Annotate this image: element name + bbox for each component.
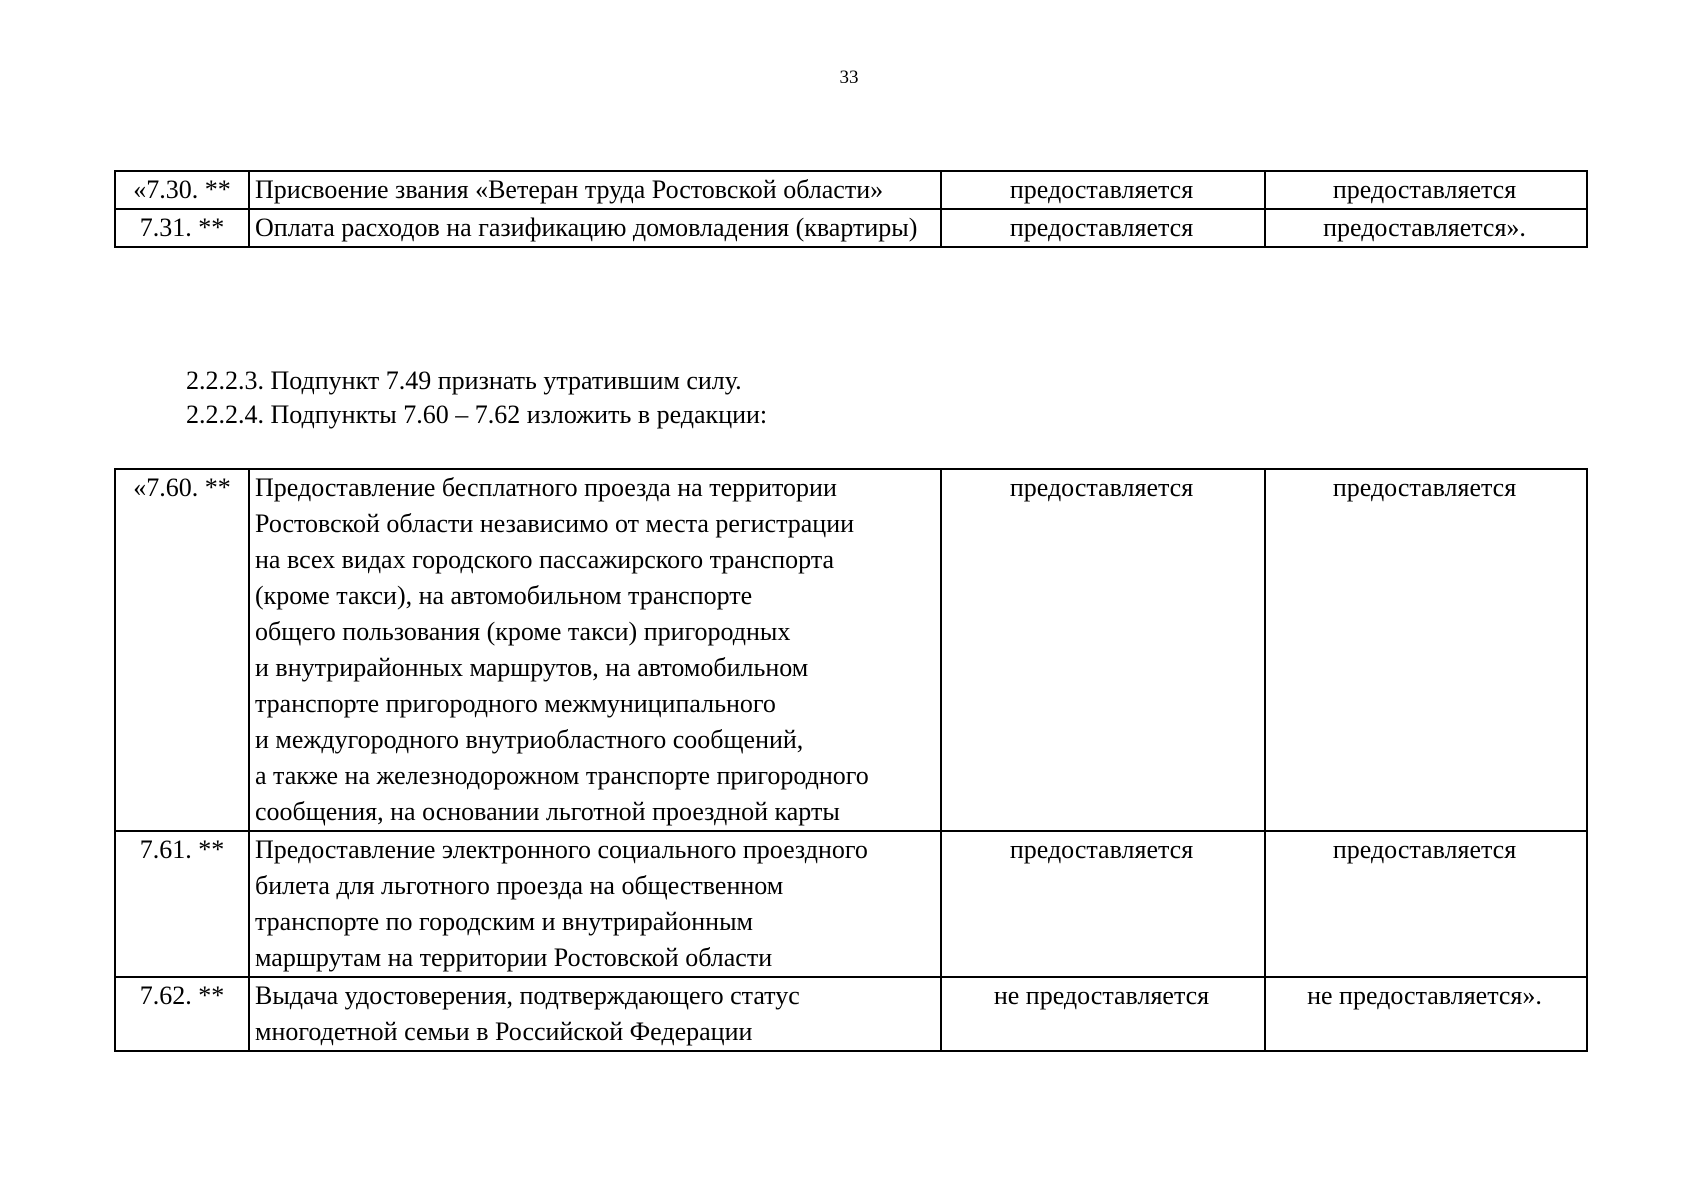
item-value: предоставляется xyxy=(1265,831,1587,977)
table-row xyxy=(115,831,1587,977)
item-description: Присвоение звания «Ветеран труда Ростовской области» xyxy=(249,171,941,209)
item-number: «7.60. ** xyxy=(115,469,249,831)
item-value: предоставляется xyxy=(941,209,1265,247)
item-description: Предоставление электронного социального проездного билета для льготного проезда на общественном транспорте по городским и внутрирайонным маршрутам на территории Ростовской области xyxy=(249,831,941,977)
item-value: предоставляется xyxy=(941,831,1265,977)
item-description: Выдача удостоверения, подтверждающего статус многодетной семьи в Российской Федерации xyxy=(249,977,941,1051)
item-number: «7.30. ** xyxy=(115,171,249,209)
table-row xyxy=(115,469,1587,831)
item-value: предоставляется xyxy=(941,171,1265,209)
table-row xyxy=(115,977,1587,1051)
page-number: 33 xyxy=(839,67,859,88)
paragraph: 2.2.2.3. Подпункт 7.49 признать утратившим силу. xyxy=(186,366,742,395)
item-number: 7.61. ** xyxy=(115,831,249,977)
table-row xyxy=(115,209,1587,247)
table-row xyxy=(115,171,1587,209)
item-value: предоставляется xyxy=(1265,171,1587,209)
services-table-2 xyxy=(114,468,1588,1052)
item-value: не предоставляется xyxy=(941,977,1265,1051)
item-number: 7.31. ** xyxy=(115,209,249,247)
item-value: предоставляется xyxy=(941,469,1265,831)
item-value: предоставляется xyxy=(1265,469,1587,831)
item-number: 7.62. ** xyxy=(115,977,249,1051)
item-value: предоставляется». xyxy=(1265,209,1587,247)
item-value: не предоставляется». xyxy=(1265,977,1587,1051)
paragraph: 2.2.2.4. Подпункты 7.60 – 7.62 изложить в редакции: xyxy=(186,400,768,429)
item-description: Оплата расходов на газификацию домовладения (квартиры) xyxy=(249,209,941,247)
services-table-1 xyxy=(114,170,1588,248)
item-description: Предоставление бесплатного проезда на территории Ростовской области независимо от места регистрации на всех видах городского пассажирского транспорта (кроме такси), на автомобильном транспорте общего пользования (кроме такси) пригородных и внутрирайонных маршрутов, на автомобильном транспорте пригородного межмуниципального и междугородного внутриобластного сообщений, а также на железнодорожном транспорте пригородного сообщения, на основании льготной проездной карты xyxy=(249,469,941,831)
